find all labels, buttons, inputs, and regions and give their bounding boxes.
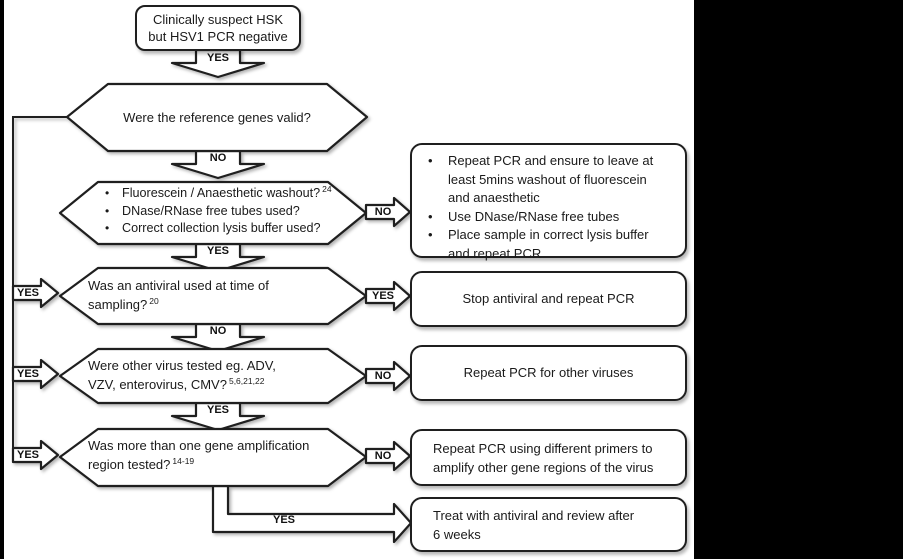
checklist-item: • Fluorescein / Anaesthetic washout? 24: [105, 185, 332, 203]
action-item: • Use DNase/RNase free tubes: [428, 208, 677, 227]
decision-checklist-text: [105, 185, 332, 238]
bullet-icon: •: [105, 186, 110, 200]
label-yes-left-generegions: YES: [16, 449, 40, 461]
start-node-line2: but HSV1 PCR negative: [148, 29, 288, 44]
action-stop-antiviral: Stop antiviral and repeat PCR: [410, 271, 687, 327]
action-repeat-pcr-different-primers: Repeat PCR using different primers to amplify other gene regions of the virus: [410, 429, 687, 486]
start-node: [135, 5, 301, 51]
label-yes-left-antiviral: YES: [16, 287, 40, 299]
bullet-icon: •: [428, 153, 433, 168]
bullet-icon: •: [105, 203, 110, 218]
reference-superscript: 24: [322, 183, 332, 194]
label-no-generegions-right: NO: [374, 450, 392, 462]
label-no-otherviruses-right: NO: [374, 370, 392, 382]
label-yes-treat: YES: [272, 514, 296, 526]
bullet-icon: •: [428, 208, 433, 224]
label-yes-start: YES: [206, 52, 230, 64]
decision-gene-regions-text: Was more than one gene amplification region tested? $^{14-19}$: [88, 438, 310, 472]
reference-superscript: 14-19: [172, 456, 195, 466]
bullet-icon: •: [105, 221, 110, 235]
label-yes-otherviruses: YES: [206, 404, 230, 416]
action-treat-antiviral-review: Treat with antiviral and review after 6 weeks: [410, 497, 687, 552]
label-yes-left-otherviruses: YES: [16, 368, 40, 380]
label-no-checklist-right: NO: [374, 206, 392, 218]
start-node-line1: Clinically suspect HSK: [152, 12, 284, 27]
decision-reference-genes-text: Were the reference genes valid?: [123, 110, 311, 125]
label-yes-checklist: YES: [206, 245, 230, 257]
label-yes-antiviral-right: YES: [371, 290, 395, 302]
reference-superscript: 20: [149, 296, 159, 306]
decision-antiviral-text: Was an antiviral used at time of sampling? $^{20}$: [88, 278, 269, 312]
reference-superscript: 5,6,21,22: [228, 376, 265, 386]
checklist-item: • DNase/RNase free tubes used?: [105, 203, 332, 221]
label-no-antiviral: NO: [209, 325, 227, 337]
bullet-icon: •: [428, 227, 433, 242]
action-item: • Place sample in correct lysis buffer and repeat PCR: [428, 226, 677, 263]
action-repeat-pcr-precautions: [410, 143, 687, 261]
action-repeat-pcr-other-viruses: Repeat PCR for other viruses: [410, 345, 687, 401]
label-no-reference: NO: [209, 152, 227, 164]
checklist-item: • Correct collection lysis buffer used?: [105, 220, 332, 238]
action-item: • Repeat PCR and ensure to leave at least 5mins washout of fluorescein and anaesthetic: [428, 152, 677, 208]
arrow-yes-gene-regions-to-treat: [213, 486, 411, 542]
decision-other-viruses-text: Were other virus tested eg. ADV, VZV, enterovirus, CMV? $^{5,6,21,22}$: [88, 358, 276, 392]
